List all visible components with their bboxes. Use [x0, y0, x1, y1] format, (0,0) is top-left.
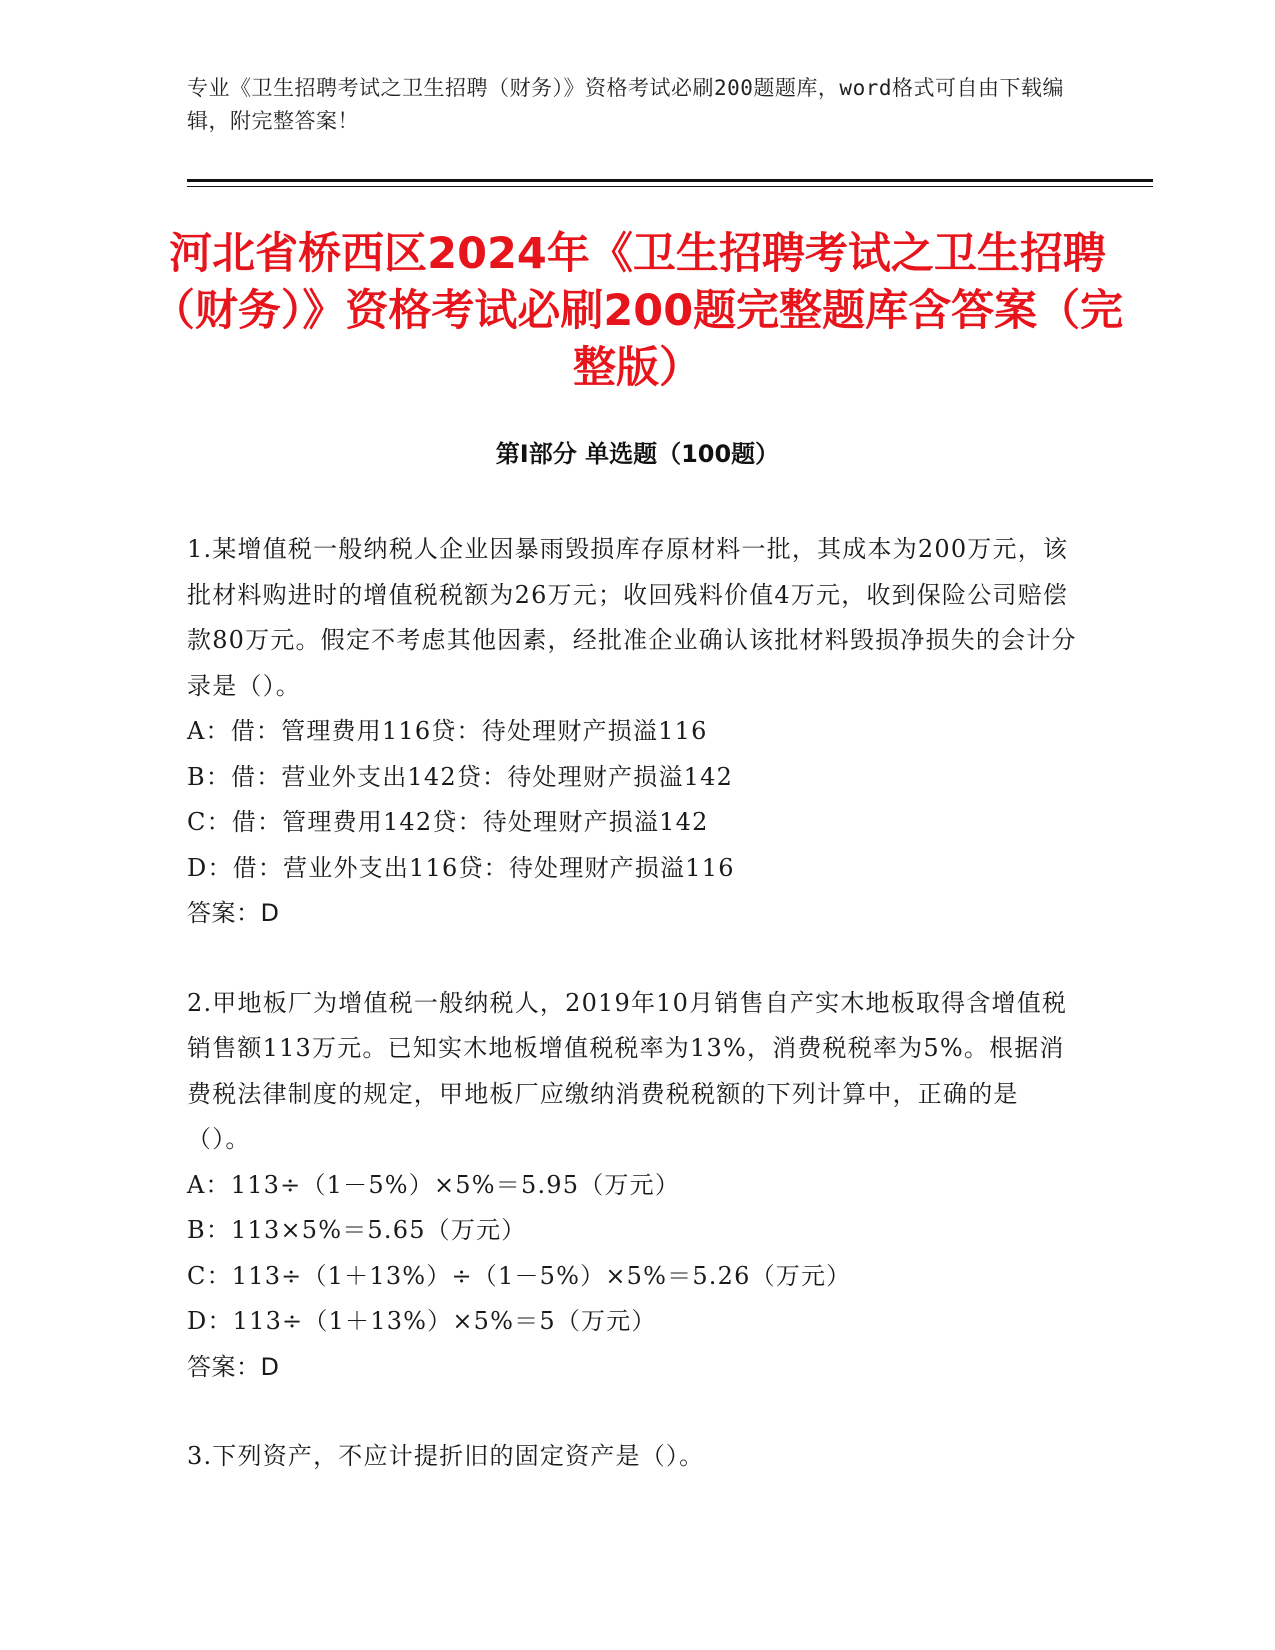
answer: 答案：D [187, 899, 280, 927]
option-b: B：113×5%＝5.65（万元） [187, 1216, 527, 1244]
option-a: A：借：管理费用116贷：待处理财产损溢116 [187, 717, 708, 745]
answer: 答案：D [187, 1352, 280, 1381]
question-1 [187, 527, 1082, 937]
header-rule-thin [187, 186, 1153, 187]
question-2 [187, 981, 1082, 1391]
option-b: B：借：营业外支出142贷：待处理财产损溢142 [187, 762, 734, 791]
question-stem: 1.某增值税一般纳税人企业因暴雨毁损库存原材料一批，其成本为200万元，该批材料购进时的增值税税额为26万元；收回残料价值4万元，收到保险公司赔偿款80万元。假定不考虑其他因素，经批准企业确认该批材料毁损净损失的会计分录是（）。 [187, 535, 1077, 700]
option-c: C：借：管理费用142贷：待处理财产损溢142 [187, 808, 709, 836]
header-rule-thick [187, 179, 1153, 182]
section-heading: 第Ⅰ部分 单选题（100题） [495, 440, 780, 468]
question-stem: 3.下列资产，不应计提折旧的固定资产是（）。 [187, 1442, 705, 1470]
question-3 [187, 1434, 1082, 1480]
question-stem: 2.甲地板厂为增值税一般纳税人，2019年10月销售自产实木地板取得含增值税销售额113万元。已知实木地板增值税税率为13%，消费税税率为5%。根据消费税法律制度的规定，甲地板厂应缴纳消费税税额的下列计算中，正确的是（）。 [187, 988, 1068, 1153]
option-d: D：借：营业外支出116贷：待处理财产损溢116 [187, 853, 735, 882]
header-note: 专业《卫生招聘考试之卫生招聘（财务）》资格考试必刷200题题库，word格式可自由下载编辑，附完整答案！ [187, 76, 1064, 133]
question-list [187, 527, 1082, 1524]
option-a: A：113÷（1－5%）×5%＝5.95（万元） [187, 1170, 681, 1199]
option-d: D：113÷（1＋13%）×5%＝5（万元） [187, 1307, 657, 1335]
option-c: C：113÷（1＋13%）÷（1－5%）×5%＝5.26（万元） [187, 1261, 852, 1290]
document-title: 河北省桥西区2024年《卫生招聘考试之卫生招聘（财务）》资格考试必刷200题完整题库含答案（完整版） [151, 229, 1124, 393]
